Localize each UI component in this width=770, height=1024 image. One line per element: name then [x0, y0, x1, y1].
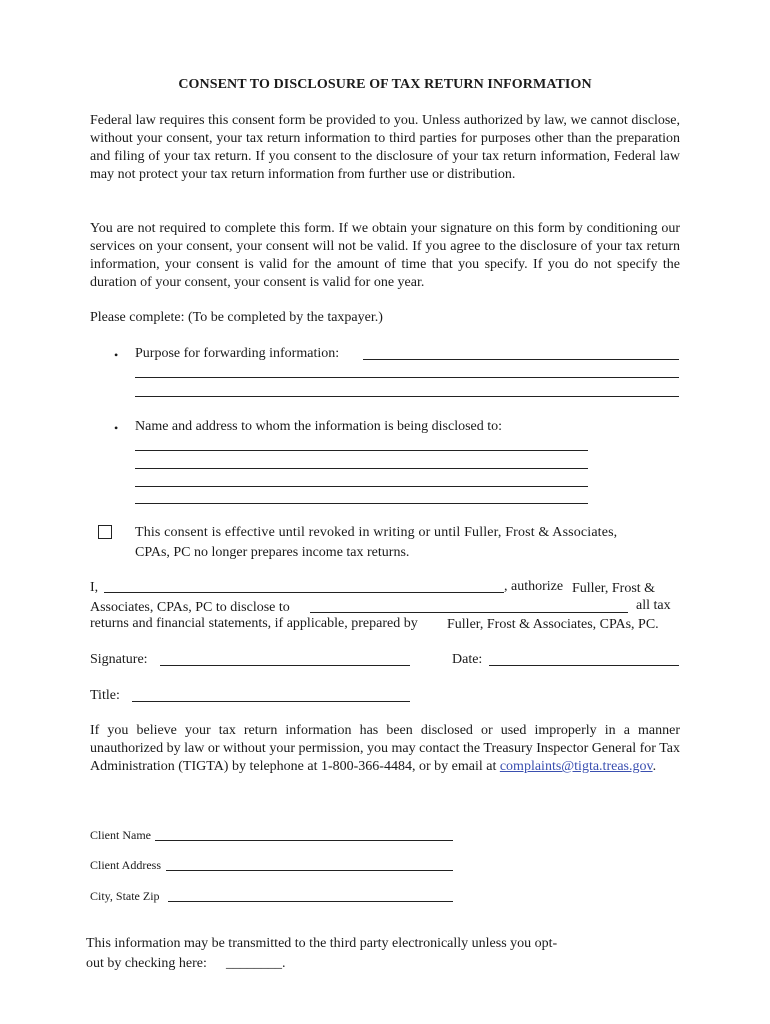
all-tax-text: all tax: [636, 598, 671, 613]
firm-name-part1: Fuller, Frost &: [572, 581, 656, 596]
purpose-input-line-3[interactable]: [135, 396, 679, 397]
client-name-label: Client Name: [90, 828, 151, 842]
purpose-label: Purpose for forwarding information:: [135, 346, 340, 361]
tigta-email-link[interactable]: complaints@tigta.treas.gov: [499, 759, 653, 774]
date-line[interactable]: [489, 665, 679, 666]
taxpayer-name-line[interactable]: [104, 592, 504, 593]
name-address-line-4[interactable]: [135, 503, 588, 504]
optout-line-1: This information may be transmitted to the third party electronically unless you opt-: [86, 936, 558, 951]
form-title: CONSENT TO DISCLOSURE OF TAX RETURN INFORMATION: [178, 77, 592, 92]
optout-line-2: out by checking here:: [86, 956, 207, 971]
client-address-line[interactable]: [166, 870, 453, 871]
tigta-paragraph: [90, 722, 680, 776]
authorize-i-label: I,: [90, 580, 99, 595]
title-line[interactable]: [132, 701, 410, 702]
bullet-icon: •: [114, 348, 119, 362]
firm-full-name: Fuller, Frost & Associates, CPAs, PC.: [447, 617, 659, 632]
city-state-zip-label: City, State Zip: [90, 889, 160, 903]
tigta-text: If you believe your tax return information has been disclosed or used improperly in a manner unauthorized by law or without your permission, you may contact the Treasury Inspector General for Tax Administration (TIGTA) by telephone at 1-800-366-4484, or by email at: [90, 723, 680, 774]
client-address-label: Client Address: [90, 858, 161, 872]
authorize-line-3: returns and financial statements, if applicable, prepared by: [90, 616, 418, 631]
name-address-line-3[interactable]: [135, 486, 588, 487]
purpose-input-line-2[interactable]: [135, 377, 679, 378]
name-address-line-1[interactable]: [135, 450, 588, 451]
authorize-text: , authorize: [504, 579, 564, 594]
optout-blank[interactable]: ________.: [226, 956, 286, 971]
bullet-icon: •: [114, 421, 119, 435]
name-address-line-2[interactable]: [135, 468, 588, 469]
consent-validity-paragraph: You are not required to complete this form. If we obtain your signature on this form by conditioning our services on your consent, your consent will not be valid. If you agree to the disclosure of your tax return information, your consent is valid for the amount of time that you specify. If you do not specify the duration of your consent, your consent is valid for one year.: [90, 221, 680, 290]
client-name-line[interactable]: [155, 840, 453, 841]
tigta-end: .: [652, 759, 657, 774]
signature-label: Signature:: [90, 652, 148, 667]
consent-text-line-2: CPAs, PC no longer prepares income tax returns.: [135, 545, 410, 560]
date-label: Date:: [452, 652, 483, 667]
purpose-input-line-1[interactable]: [363, 359, 679, 360]
city-state-zip-line[interactable]: [168, 901, 453, 902]
signature-line[interactable]: [160, 665, 410, 666]
disclose-to-line[interactable]: [310, 612, 628, 613]
title-label: Title:: [90, 688, 120, 703]
consent-text-line-1: This consent is effective until revoked in writing or until Fuller, Frost & Associates,: [135, 525, 618, 540]
name-address-label: Name and address to whom the information is being disclosed to:: [135, 419, 503, 434]
please-complete-instruction: Please complete: (To be completed by the taxpayer.): [90, 310, 383, 325]
consent-checkbox[interactable]: [98, 525, 112, 539]
firm-name-part2: Associates, CPAs, PC to disclose to: [90, 600, 290, 615]
intro-paragraph: Federal law requires this consent form be provided to you. Unless authorized by law, we cannot disclose, without your consent, your tax return information to third parties for purposes other than the preparation and filing of your tax return. If you consent to the disclosure of your tax return information, Federal law may not protect your tax return information from further use or distribution.: [90, 113, 680, 182]
